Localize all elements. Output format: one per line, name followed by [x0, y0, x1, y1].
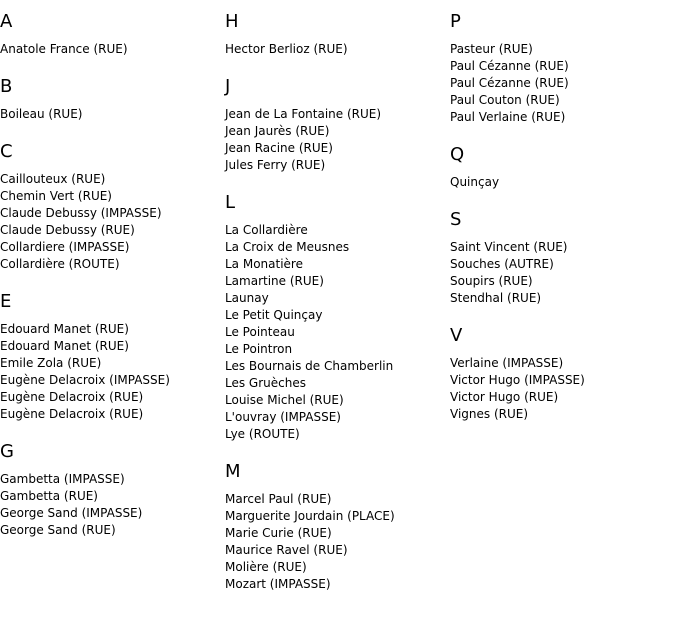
street-list	[450, 41, 670, 126]
group-spacer	[0, 123, 220, 141]
street-item[interactable]: Verlaine (IMPASSE)	[450, 356, 564, 370]
group-spacer	[0, 423, 220, 441]
letter-heading: E	[0, 291, 12, 312]
street-item[interactable]: Anatole France (RUE)	[0, 42, 128, 56]
street-item[interactable]: Louise Michel (RUE)	[225, 393, 344, 407]
letter-heading: G	[0, 441, 14, 462]
letter-group	[225, 11, 445, 58]
street-item[interactable]: Le Pointeau	[225, 325, 295, 339]
street-item[interactable]: Edouard Manet (RUE)	[0, 322, 129, 336]
letter-group	[225, 192, 445, 443]
letter-heading: H	[225, 11, 239, 32]
street-item[interactable]: Paul Couton (RUE)	[450, 93, 560, 107]
street-item[interactable]: Les Bournais de Chamberlin	[225, 359, 394, 373]
letter-group	[0, 11, 220, 58]
letter-heading: S	[450, 209, 462, 230]
letter-group	[450, 11, 670, 126]
street-item[interactable]: Stendhal (RUE)	[450, 291, 542, 305]
index-column-1	[0, 11, 220, 539]
street-item[interactable]: Victor Hugo (RUE)	[450, 390, 559, 404]
street-item[interactable]: Lye (ROUTE)	[225, 427, 300, 441]
letter-heading: C	[0, 141, 13, 162]
street-list	[0, 471, 220, 539]
letter-heading: L	[225, 192, 236, 213]
street-item[interactable]: George Sand (IMPASSE)	[0, 506, 143, 520]
letter-group	[450, 209, 670, 307]
index-column-2	[225, 11, 445, 593]
street-item[interactable]: Marguerite Jourdain (PLACE)	[225, 509, 395, 523]
street-item[interactable]: Eugène Delacroix (IMPASSE)	[0, 373, 170, 387]
letter-heading: M	[225, 461, 241, 482]
group-spacer	[450, 126, 670, 144]
letter-group	[450, 325, 670, 423]
street-item[interactable]: Mozart (IMPASSE)	[225, 577, 331, 591]
street-item[interactable]: Gambetta (RUE)	[0, 489, 98, 503]
street-item[interactable]: Hector Berlioz (RUE)	[225, 42, 348, 56]
group-spacer	[225, 443, 445, 461]
street-item[interactable]: Victor Hugo (IMPASSE)	[450, 373, 585, 387]
street-list	[450, 174, 670, 191]
index-column-3	[450, 11, 670, 423]
street-item[interactable]: Emile Zola (RUE)	[0, 356, 102, 370]
street-item[interactable]: Eugène Delacroix (RUE)	[0, 407, 144, 421]
group-spacer	[450, 307, 670, 325]
group-spacer	[0, 273, 220, 291]
street-item[interactable]: Le Petit Quinçay	[225, 308, 323, 322]
street-item[interactable]: Les Gruèches	[225, 376, 306, 390]
street-list	[0, 41, 220, 58]
street-item[interactable]: La Monatière	[225, 257, 303, 271]
letter-group	[225, 76, 445, 174]
letter-heading: P	[450, 11, 461, 32]
street-list	[0, 321, 220, 423]
street-item[interactable]: Paul Cézanne (RUE)	[450, 59, 569, 73]
letter-heading: B	[0, 76, 13, 97]
street-item[interactable]: Pasteur (RUE)	[450, 42, 533, 56]
street-item[interactable]: Soupirs (RUE)	[450, 274, 533, 288]
letter-heading: V	[450, 325, 463, 346]
letter-group	[450, 144, 670, 191]
street-list	[225, 41, 445, 58]
street-item[interactable]: Paul Cézanne (RUE)	[450, 76, 569, 90]
street-list	[0, 171, 220, 273]
street-list	[450, 239, 670, 307]
street-item[interactable]: L'ouvray (IMPASSE)	[225, 410, 341, 424]
street-item[interactable]: Caillouteux (RUE)	[0, 172, 106, 186]
street-item[interactable]: Boileau (RUE)	[0, 107, 83, 121]
group-spacer	[225, 58, 445, 76]
letter-group	[0, 141, 220, 273]
street-item[interactable]: Le Pointron	[225, 342, 293, 356]
street-list	[0, 106, 220, 123]
street-item[interactable]: Jean de La Fontaine (RUE)	[225, 107, 382, 121]
letter-group	[0, 441, 220, 539]
letter-group	[225, 461, 445, 593]
street-item[interactable]: Gambetta (IMPASSE)	[0, 472, 125, 486]
street-item[interactable]: Lamartine (RUE)	[225, 274, 324, 288]
street-item[interactable]: Saint Vincent (RUE)	[450, 240, 568, 254]
group-spacer	[225, 174, 445, 192]
street-item[interactable]: Jules Ferry (RUE)	[225, 158, 326, 172]
street-list	[225, 106, 445, 174]
street-item[interactable]: Eugène Delacroix (RUE)	[0, 390, 144, 404]
group-spacer	[450, 191, 670, 209]
street-item[interactable]: Claude Debussy (RUE)	[0, 223, 135, 237]
street-item[interactable]: Marie Curie (RUE)	[225, 526, 332, 540]
letter-group	[0, 76, 220, 123]
street-item[interactable]: Chemin Vert (RUE)	[0, 189, 112, 203]
street-item[interactable]: Maurice Ravel (RUE)	[225, 543, 348, 557]
letter-group	[0, 291, 220, 423]
street-item[interactable]: Claude Debussy (IMPASSE)	[0, 206, 162, 220]
street-item[interactable]: La Croix de Meusnes	[225, 240, 350, 254]
street-list	[225, 491, 445, 593]
street-list	[225, 222, 445, 443]
letter-heading: A	[0, 11, 13, 32]
street-item[interactable]: Jean Jaurès (RUE)	[225, 124, 330, 138]
street-item[interactable]: Vignes (RUE)	[450, 407, 529, 421]
street-item[interactable]: Marcel Paul (RUE)	[225, 492, 332, 506]
group-spacer	[0, 58, 220, 76]
street-item[interactable]: Collardière (ROUTE)	[0, 257, 120, 271]
street-item[interactable]: Molière (RUE)	[225, 560, 307, 574]
letter-heading: J	[225, 76, 231, 97]
street-item[interactable]: Collardiere (IMPASSE)	[0, 240, 130, 254]
street-item[interactable]: Launay	[225, 291, 269, 305]
street-list	[450, 355, 670, 423]
street-item[interactable]: Paul Verlaine (RUE)	[450, 110, 566, 124]
street-item[interactable]: George Sand (RUE)	[0, 523, 116, 537]
street-item[interactable]: Jean Racine (RUE)	[225, 141, 333, 155]
street-item[interactable]: Souches (AUTRE)	[450, 257, 554, 271]
street-item[interactable]: La Collardière	[225, 223, 308, 237]
street-item[interactable]: Edouard Manet (RUE)	[0, 339, 129, 353]
street-item[interactable]: Quinçay	[450, 175, 500, 189]
letter-heading: Q	[450, 144, 465, 165]
